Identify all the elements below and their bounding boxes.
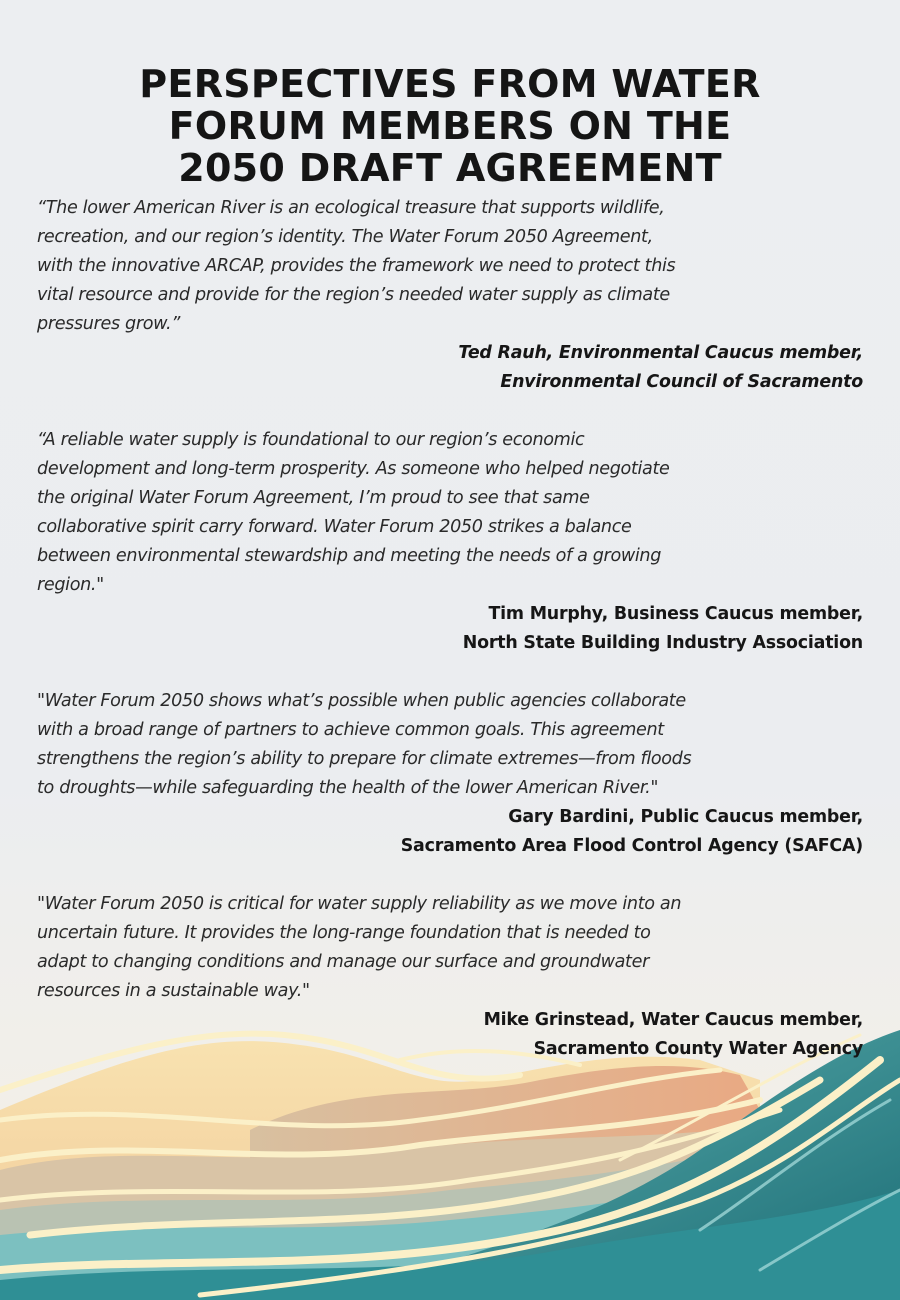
testimonial-quote	[37, 426, 863, 600]
testimonial-attribution	[37, 600, 863, 658]
quote-line: development and long-term prosperity. As someone who helped negotiate	[37, 459, 670, 479]
quote-line: to droughts—while safeguarding the health of the lower American River."	[37, 778, 659, 798]
attribution-name: Ted Rauh, Environmental Caucus member,	[458, 343, 863, 363]
page-title	[0, 63, 900, 189]
attribution-org: Sacramento County Water Agency	[533, 1039, 863, 1059]
quote-line: adapt to changing conditions and manage our surface and groundwater	[37, 952, 649, 972]
quote-line: pressures grow.”	[37, 314, 181, 334]
testimonial-quote	[37, 194, 863, 339]
quote-line: "Water Forum 2050 is critical for water supply reliability as we move into an	[37, 894, 682, 914]
testimonial-attribution	[37, 1006, 863, 1064]
quote-line: “A reliable water supply is foundational to our region’s economic	[37, 430, 585, 450]
testimonial-ted-rauh	[37, 194, 863, 397]
quote-line: "Water Forum 2050 shows what’s possible when public agencies collaborate	[37, 691, 686, 711]
attribution-org: North State Building Industry Association	[462, 633, 863, 653]
title-line: FORUM MEMBERS ON THE	[168, 104, 732, 149]
quote-line: recreation, and our region’s identity. The Water Forum 2050 Agreement,	[37, 227, 653, 247]
quote-line: between environmental stewardship and meeting the needs of a growing	[37, 546, 662, 566]
title-line: PERSPECTIVES FROM WATER	[139, 62, 761, 107]
testimonial-quote	[37, 890, 863, 1006]
testimonial-gary-bardini	[37, 687, 863, 861]
quote-line: with a broad range of partners to achieve common goals. This agreement	[37, 720, 664, 740]
attribution-org: Sacramento Area Flood Control Agency (SAFCA)	[400, 836, 863, 856]
title-line: 2050 DRAFT AGREEMENT	[178, 146, 722, 191]
quote-line: collaborative spirit carry forward. Water Forum 2050 strikes a balance	[37, 517, 632, 537]
testimonial-quote	[37, 687, 863, 803]
quote-line: the original Water Forum Agreement, I’m proud to see that same	[37, 488, 590, 508]
testimonial-tim-murphy	[37, 426, 863, 658]
quote-line: uncertain future. It provides the long-range foundation that is needed to	[37, 923, 651, 943]
attribution-name: Gary Bardini, Public Caucus member,	[508, 807, 863, 827]
quote-line: “The lower American River is an ecological treasure that supports wildlife,	[37, 198, 665, 218]
attribution-name: Tim Murphy, Business Caucus member,	[488, 604, 863, 624]
testimonial-attribution	[37, 339, 863, 397]
attribution-org: Environmental Council of Sacramento	[500, 372, 863, 392]
quote-line: region."	[37, 575, 104, 595]
quote-line: resources in a sustainable way."	[37, 981, 310, 1001]
quote-line: vital resource and provide for the region’s needed water supply as climate	[37, 285, 670, 305]
testimonial-mike-grinstead	[37, 890, 863, 1064]
attribution-name: Mike Grinstead, Water Caucus member,	[483, 1010, 863, 1030]
quote-line: with the innovative ARCAP, provides the framework we need to protect this	[37, 256, 676, 276]
quote-line: strengthens the region’s ability to prepare for climate extremes—from floods	[37, 749, 692, 769]
testimonial-attribution	[37, 803, 863, 861]
